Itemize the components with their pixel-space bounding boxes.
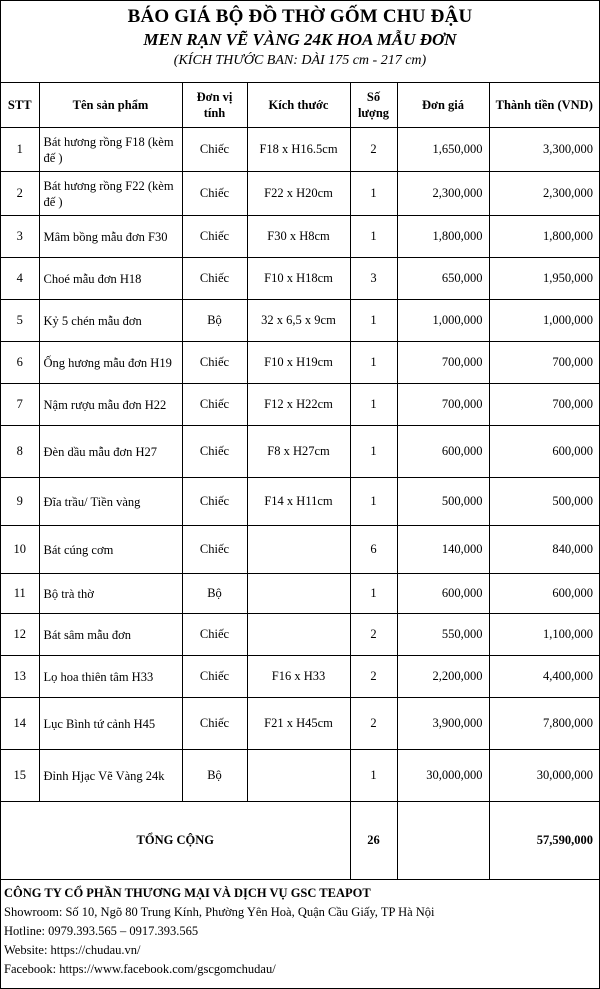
grand-total: 57,590,000: [489, 802, 599, 880]
row-size: [247, 614, 350, 656]
row-unit: Chiếc: [182, 426, 247, 478]
row-unit-price: 1,650,000: [397, 128, 489, 172]
row-unit: Chiếc: [182, 478, 247, 526]
row-size: F10 x H19cm: [247, 342, 350, 384]
row-stt: 15: [1, 750, 39, 802]
row-quantity: 1: [350, 384, 397, 426]
row-quantity: 2: [350, 614, 397, 656]
row-product-name: Lục Bình tứ cảnh H45: [39, 698, 182, 750]
row-size: 32 x 6,5 x 9cm: [247, 300, 350, 342]
row-product-name: Bát sâm mẫu đơn: [39, 614, 182, 656]
row-product-name: Ống hương mẫu đơn H19: [39, 342, 182, 384]
row-unit: Chiếc: [182, 526, 247, 574]
row-unit-price: 700,000: [397, 384, 489, 426]
row-product-name: Nậm rượu mẫu đơn H22: [39, 384, 182, 426]
row-line-total: 1,800,000: [489, 216, 599, 258]
row-unit: Bộ: [182, 574, 247, 614]
row-line-total: 30,000,000: [489, 750, 599, 802]
row-size: F30 x H8cm: [247, 216, 350, 258]
row-unit: Chiếc: [182, 698, 247, 750]
row-unit-price: 140,000: [397, 526, 489, 574]
row-size: F8 x H27cm: [247, 426, 350, 478]
row-line-total: 4,400,000: [489, 656, 599, 698]
size-note: (KÍCH THƯỚC BAN: DÀI 175 cm - 217 cm): [173, 53, 427, 68]
total-label: TỔNG CỘNG: [1, 802, 350, 880]
row-unit: Chiếc: [182, 342, 247, 384]
row-stt: 13: [1, 656, 39, 698]
row-unit: Chiếc: [182, 656, 247, 698]
header-unit-price: Đơn giá: [397, 83, 489, 128]
row-line-total: 3,300,000: [489, 128, 599, 172]
row-quantity: 1: [350, 750, 397, 802]
price-table: [1, 83, 599, 880]
row-stt: 1: [1, 128, 39, 172]
page-title: BÁO GIÁ BỘ ĐỒ THỜ GỐM CHU ĐẬU: [127, 6, 473, 27]
row-unit: Chiếc: [182, 384, 247, 426]
row-product-name: Bát cúng cơm: [39, 526, 182, 574]
row-stt: 2: [1, 172, 39, 216]
row-product-name: Đĩa trầu/ Tiền vàng: [39, 478, 182, 526]
row-unit: Chiếc: [182, 258, 247, 300]
company-info: [1, 880, 599, 979]
row-line-total: 1,000,000: [489, 300, 599, 342]
table-row: [1, 342, 599, 384]
row-line-total: 700,000: [489, 342, 599, 384]
row-line-total: 1,950,000: [489, 258, 599, 300]
row-unit-price: 500,000: [397, 478, 489, 526]
row-unit-price: 3,900,000: [397, 698, 489, 750]
row-size: F22 x H20cm: [247, 172, 350, 216]
row-quantity: 1: [350, 574, 397, 614]
row-line-total: 2,300,000: [489, 172, 599, 216]
row-quantity: 6: [350, 526, 397, 574]
row-quantity: 1: [350, 172, 397, 216]
header-product-name: Tên sản phẩm: [39, 83, 182, 128]
row-line-total: 1,100,000: [489, 614, 599, 656]
row-quantity: 1: [350, 216, 397, 258]
row-size: [247, 574, 350, 614]
hotline: Hotline: 0979.393.565 – 0917.393.565: [4, 924, 199, 938]
row-quantity: 3: [350, 258, 397, 300]
table-row: [1, 698, 599, 750]
header-quantity: Số lượng: [350, 83, 397, 128]
row-quantity: 2: [350, 656, 397, 698]
row-quantity: 1: [350, 342, 397, 384]
showroom-address: Showroom: Số 10, Ngõ 80 Trung Kính, Phường Yên Hoà, Quận Cầu Giấy, TP Hà Nội: [4, 905, 435, 919]
table-row: [1, 750, 599, 802]
row-size: F16 x H33: [247, 656, 350, 698]
row-product-name: Choé mẫu đơn H18: [39, 258, 182, 300]
quotation-header: [1, 1, 599, 83]
row-line-total: 600,000: [489, 574, 599, 614]
total-row: [1, 802, 599, 880]
company-name: CÔNG TY CỔ PHẦN THƯƠNG MẠI VÀ DỊCH VỤ GSC TEAPOT: [4, 886, 371, 900]
row-quantity: 2: [350, 698, 397, 750]
table-row: [1, 614, 599, 656]
row-stt: 11: [1, 574, 39, 614]
website-link[interactable]: Website: https://chudau.vn/: [4, 943, 141, 957]
row-product-name: Lọ hoa thiên tâm H33: [39, 656, 182, 698]
header-size: Kích thước: [247, 83, 350, 128]
row-stt: 7: [1, 384, 39, 426]
table-row: [1, 300, 599, 342]
row-line-total: 500,000: [489, 478, 599, 526]
row-line-total: 600,000: [489, 426, 599, 478]
row-size: [247, 750, 350, 802]
row-product-name: Đèn dầu mẫu đơn H27: [39, 426, 182, 478]
row-product-name: Kỷ 5 chén mẫu đơn: [39, 300, 182, 342]
row-line-total: 7,800,000: [489, 698, 599, 750]
row-stt: 9: [1, 478, 39, 526]
row-unit-price: 550,000: [397, 614, 489, 656]
row-size: F14 x H11cm: [247, 478, 350, 526]
row-quantity: 1: [350, 426, 397, 478]
table-row: [1, 258, 599, 300]
row-size: F21 x H45cm: [247, 698, 350, 750]
row-line-total: 700,000: [489, 384, 599, 426]
row-stt: 4: [1, 258, 39, 300]
row-unit: Chiếc: [182, 614, 247, 656]
row-product-name: Bộ trà thờ: [39, 574, 182, 614]
row-unit-price: 2,300,000: [397, 172, 489, 216]
row-stt: 12: [1, 614, 39, 656]
row-unit-price: 30,000,000: [397, 750, 489, 802]
row-line-total: 840,000: [489, 526, 599, 574]
row-quantity: 2: [350, 128, 397, 172]
row-unit: Chiếc: [182, 128, 247, 172]
row-unit-price: 2,200,000: [397, 656, 489, 698]
page-subtitle: MEN RẠN VẼ VÀNG 24K HOA MẪU ĐƠN: [143, 30, 457, 49]
row-unit: Bộ: [182, 300, 247, 342]
row-unit-price: 650,000: [397, 258, 489, 300]
header-stt: STT: [1, 83, 39, 128]
table-row: [1, 656, 599, 698]
header-line-total: Thành tiền (VND): [489, 83, 599, 128]
table-header-row: [1, 83, 599, 128]
total-quantity: 26: [350, 802, 397, 880]
row-product-name: Bát hương rồng F22 (kèm đế ): [39, 172, 182, 216]
total-price-empty: [397, 802, 489, 880]
table-row: [1, 216, 599, 258]
row-stt: 14: [1, 698, 39, 750]
row-unit-price: 1,000,000: [397, 300, 489, 342]
row-size: [247, 526, 350, 574]
row-size: F10 x H18cm: [247, 258, 350, 300]
facebook-link[interactable]: Facebook: https://www.facebook.com/gscgomchudau/: [4, 962, 276, 976]
row-product-name: Mâm bồng mẫu đơn F30: [39, 216, 182, 258]
row-stt: 6: [1, 342, 39, 384]
row-unit: Chiếc: [182, 216, 247, 258]
header-unit: Đơn vị tính: [182, 83, 247, 128]
table-row: [1, 128, 599, 172]
row-size: F18 x H16.5cm: [247, 128, 350, 172]
row-stt: 5: [1, 300, 39, 342]
row-unit-price: 600,000: [397, 574, 489, 614]
row-size: F12 x H22cm: [247, 384, 350, 426]
row-unit: Bộ: [182, 750, 247, 802]
row-quantity: 1: [350, 300, 397, 342]
row-unit-price: 1,800,000: [397, 216, 489, 258]
table-row: [1, 526, 599, 574]
row-stt: 10: [1, 526, 39, 574]
table-row: [1, 478, 599, 526]
table-row: [1, 426, 599, 478]
table-row: [1, 384, 599, 426]
row-stt: 8: [1, 426, 39, 478]
row-product-name: Bát hương rồng F18 (kèm đế ): [39, 128, 182, 172]
row-unit-price: 600,000: [397, 426, 489, 478]
row-unit: Chiếc: [182, 172, 247, 216]
row-unit-price: 700,000: [397, 342, 489, 384]
row-product-name: Đỉnh Hjạc Vẽ Vàng 24k: [39, 750, 182, 802]
table-row: [1, 172, 599, 216]
row-stt: 3: [1, 216, 39, 258]
row-quantity: 1: [350, 478, 397, 526]
table-row: [1, 574, 599, 614]
